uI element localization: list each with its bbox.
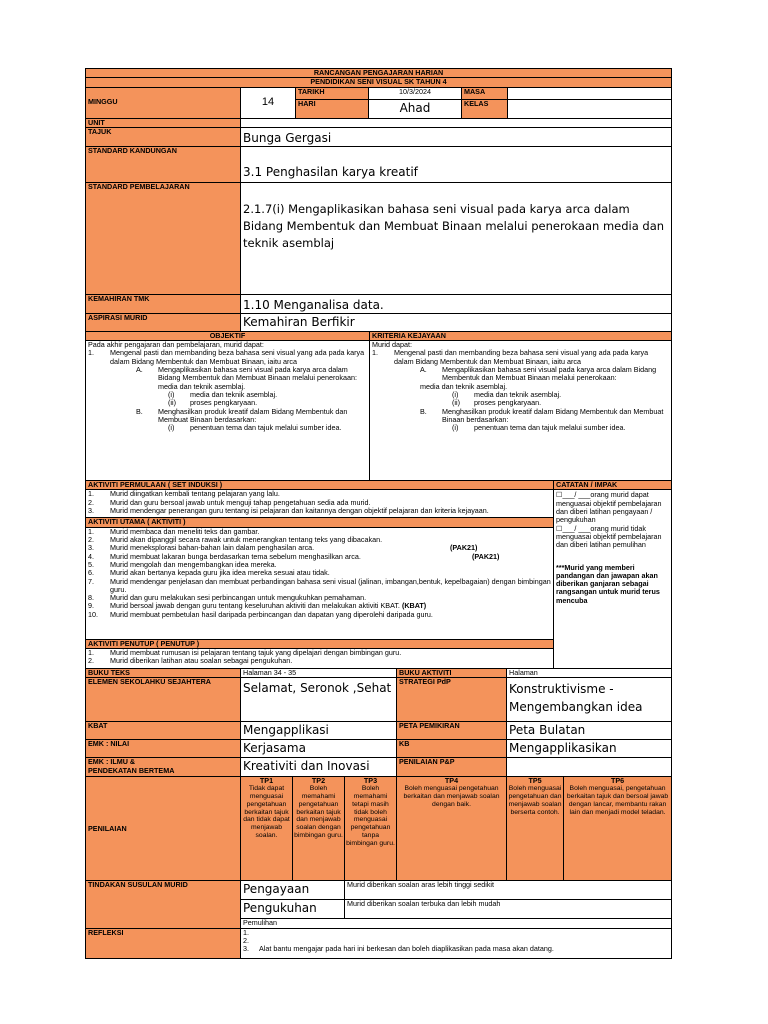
objektif-b-i-num: (i) (168, 423, 175, 433)
tarikh-label: TARIKH (296, 87, 369, 99)
pengayaan-label: Pengayaan (241, 881, 345, 900)
kbat-label: KBAT (86, 722, 241, 740)
utama-item: Murid akan bertanya kepada guru jika idea mereka sesuai atau tidak. (110, 568, 330, 578)
emk-ilmu-value: Kreativiti dan Inovasi (241, 758, 397, 777)
pak21-tag: (PAK21) (450, 543, 478, 553)
permulaan-num: 3. (88, 506, 94, 516)
catatan-heading: CATATAN / IMPAK (554, 481, 672, 490)
title-line-1: RANCANGAN PENGAJARAN HARIAN (86, 69, 672, 78)
utama-num: 10. (88, 609, 98, 619)
catatan-note: ***Murid yang memberi pandangan dan jawapan akan diberikan ganjaran sebagai rangsangan untuk murid terus mencuba (556, 562, 660, 605)
peta-value: Peta Bulatan (507, 722, 672, 740)
tp5-cell (507, 777, 564, 881)
objektif-item: Mengenal pasti dan membanding beza bahasa seni visual yang ada pada karya dalam Bidang Membentuk dan Membuat Binaan, iaitu arca (110, 348, 365, 366)
tp6-heading: TP6 (610, 776, 625, 786)
utama-num: 8. (88, 593, 94, 603)
objektif-b-num: B. (136, 406, 143, 416)
masa-label: MASA (462, 87, 508, 99)
standard-kandungan-label: STANDARD KANDUNGAN (86, 146, 241, 182)
tp6-cell (564, 777, 672, 881)
strategi-value: Konstruktivisme - Mengembangkan idea (507, 678, 672, 722)
pemulihan-label: Pemulihan (241, 919, 672, 928)
strategi-label: STRATEGI PdP (397, 678, 507, 722)
kriteria-b-num: B. (420, 406, 427, 416)
tp4-heading: TP4 (444, 776, 459, 786)
permulaan-num: 1. (88, 489, 94, 499)
utama-num: 1. (88, 527, 94, 536)
bottom-table (85, 668, 672, 959)
permulaan-item: Murid dan guru bersoal jawab untuk menguji tahap pengetahuan sedia ada murid. (110, 497, 371, 507)
objektif-a-num: A. (136, 365, 143, 375)
kriteria-b-i-num: (i) (452, 423, 459, 433)
utama-item: Murid dan guru melakukan sesi perbincangan untuk mengukuhkan pemahaman. (110, 593, 367, 603)
kb-value: Mengapplikasikan (507, 740, 672, 758)
refleksi-body (241, 928, 672, 958)
utama-item: Murid meneksplorasi bahan-bahan lain dalam penghasilan arca. (110, 543, 315, 553)
refleksi-label: REFLEKSI (86, 928, 241, 958)
minggu-value: 14 (241, 87, 296, 118)
objektif-intro: Pada akhir pengajaran dan pembelajaran, murid dapat: (88, 340, 264, 350)
peta-label: PETA PEMIKIRAN (397, 722, 507, 740)
tp6-text: Boleh menguasai, pengetahuan berkaitan tajuk dan bersoal jawab dengan lancar, membantu rakan lain dan menjadi model teladan. (566, 785, 669, 816)
kelas-label: KELAS (462, 99, 508, 118)
tajuk-label: TAJUK (86, 127, 241, 146)
kriteria-body (370, 341, 672, 481)
objektif-a-ii-num: (ii) (168, 398, 176, 408)
kbat-value: Mengapplikasi (241, 722, 397, 740)
tp1-heading: TP1 (259, 776, 274, 786)
tp3-heading: TP3 (363, 776, 378, 786)
utama-item: Murid membaca dan meneliti teks dan gambar. (110, 527, 260, 536)
refleksi-line-3: Alat bantu mengajar pada hari ini berkesan dan boleh diaplikasikan pada masa akan datang. (259, 944, 554, 954)
minggu-label: MINGGU (86, 87, 241, 118)
catatan-tidak-menguasai: ☐___/ ___orang murid tidak menguasai objektif pembelajaran dan diberi latihan pemulihan (556, 523, 662, 550)
kriteria-a-ii: proses pengkaryaan. (474, 398, 542, 408)
objektif-a-i: media dan teknik asemblaj. (190, 389, 278, 399)
tp3-text: Boleh memahami tetapi masih tidak boleh menguasai pengetahuan tanpa bimbingan guru. (346, 785, 395, 847)
refleksi-line-1: 1. (243, 928, 249, 937)
tp3-cell (345, 777, 397, 881)
penilaian-label: PENILAIAN (86, 777, 241, 881)
buku-aktiviti-value: Halaman (507, 669, 672, 678)
standard-pembelajaran-value: 2.1.7(i) Mengaplikasikan bahasa seni visual pada karya arca dalam Bidang Membentuk dan Membuat Binaan melalui penerokaan media dan teknik asemblaj (241, 182, 672, 294)
objektif-table (85, 331, 672, 481)
permulaan-item: Murid diingatkan kembali tentang pelajaran yang lalu. (110, 489, 280, 499)
buku-teks-label: BUKU TEKS (86, 669, 241, 678)
hari-label: HARI (296, 99, 369, 118)
utama-item: Murid mendengar penjelasan dan membuat perbandingan bahasa seni visual (jalinan, imbangan,bentuk, kepelbagaian) dengan bimbingan guru. (110, 576, 551, 594)
objektif-a-ii: proses pengkaryaan. (190, 398, 258, 408)
kriteria-a-num: A. (420, 365, 427, 375)
permulaan-body (86, 490, 554, 518)
kriteria-b-text: Menghasilkan produk kreatif dalam Bidang Membentuk dan Membuat Binaan berdasarkan: (442, 406, 664, 424)
penutup-body (86, 649, 554, 669)
kemahiran-tmk-value: 1.10 Menganalisa data. (241, 294, 672, 313)
catatan-body (554, 490, 672, 669)
tp5-heading: TP5 (528, 776, 542, 786)
utama-item: Murid membuat lakaran bunga berdasarkan tema sebelum menghasilkan arca. (110, 551, 361, 561)
kriteria-item: Mengenal pasti dan membanding beza bahasa seni visual yang ada pada karya dalam Bidang Membentuk dan Membuat Binaan, iaitu arca (394, 348, 649, 366)
kemahiran-tmk-label: KEMAHIRAN TMK (86, 294, 241, 313)
tp4-cell (397, 777, 507, 881)
permulaan-num: 2. (88, 497, 94, 507)
objektif-num: 1. (88, 348, 94, 358)
utama-body (86, 527, 554, 639)
penutup-num: 2. (88, 656, 94, 666)
penutup-item: Murid membuat rumusan isi pelajaran tentang tajuk yang dipelajari dengan bimbingan guru. (110, 648, 402, 658)
tp1-text: Tidak dapat menguasai pengetahuan berkaitan tajuk dan tidak dapat menjawab soalan. (243, 785, 290, 839)
utama-item: Murid membuat pembetulan hasil daripada perbincangan dan dapatan yang diperolehi daripada guru. (110, 609, 433, 619)
aspirasi-murid-label: ASPIRASI MURID (86, 313, 241, 331)
objektif-a-text: Mengaplikasikan bahasa seni visual pada karya arca dalam Bidang Membentuk dan Membuat Binaan melalui penerokaan: (158, 365, 357, 383)
masa-value (508, 87, 672, 99)
penutup-item: Murid diberikan latihan atau soalan sebagai pengukuhan. (110, 656, 293, 666)
emk-ilmu-label-1: EMK : ILMU & (88, 757, 136, 767)
kriteria-intro: Murid dapat: (372, 340, 412, 350)
kriteria-num: 1. (372, 348, 378, 358)
tindakan-label: TINDAKAN SUSULAN MURID (86, 881, 241, 928)
penutup-heading: AKTIVITI PENUTUP ( PENUTUP ) (86, 639, 554, 648)
objektif-b-text: Menghasilkan produk kreatif dalam Bidang Membentuk dan Membuat Binaan berdasarkan: (158, 406, 348, 424)
pak21-tag: (PAK21) (472, 551, 500, 561)
kriteria-a-i-num: (i) (452, 389, 459, 399)
pengayaan-note: Murid diberikan soalan aras lebih tinggi sedikit (345, 881, 672, 900)
tp2-text: Boleh memahami pengetahuan berkaitan tajuk dan menjawab soalan dengan bimbingan guru. (294, 785, 343, 839)
tp1-cell (241, 777, 293, 881)
lesson-plan-sheet (85, 68, 671, 959)
tajuk-value: Bunga Gergasi (241, 127, 672, 146)
kbat-tag: (KBAT) (401, 601, 427, 611)
emk-ilmu-label-2: PENDEKATAN BERTEMA (88, 765, 175, 775)
lesson-plan-table (85, 68, 672, 332)
standard-pembelajaran-label: STANDARD PEMBELAJARAN (86, 182, 241, 294)
kriteria-a-line: media dan teknik asemblaj. (420, 381, 508, 391)
buku-aktiviti-label: BUKU AKTIVITI (397, 669, 507, 678)
utama-item: Murid akan dipanggil secara rawak untuk menerangkan tentang teks yang dibacakan. (110, 535, 383, 545)
title-line-2: PENDIDIKAN SENI VISUAL SK TAHUN 4 (86, 78, 672, 87)
objektif-a-i-num: (i) (168, 389, 175, 399)
aspirasi-murid-value: Kemahiran Berfikir (241, 313, 672, 331)
buku-teks-value: Halaman 34 - 35 (241, 669, 397, 678)
objektif-a-line: media dan teknik asemblaj. (158, 381, 246, 391)
catatan-menguasai: ☐___/ ___orang murid dapat menguasai objektif pembelajaran dan diberi latihan pengayaan / pengukuhan (556, 490, 662, 525)
objektif-heading: OBJEKTIF (86, 331, 370, 340)
tp5-text: Boleh menguasai pengetahuan dan menjawab soalan berserta contoh. (508, 785, 562, 816)
elemen-label: ELEMEN SEKOLAHKU SEJAHTERA (86, 678, 241, 722)
utama-heading: AKTIVITI UTAMA ( AKTIVITI ) (86, 518, 554, 527)
kelas-value (508, 99, 672, 118)
utama-item: Murid bersoal jawab dengan guru tentang keseluruhan aktiviti dan melakukan aktiviti KBAT. (110, 601, 400, 611)
emk-nilai-value: Kerjasama (241, 740, 397, 758)
unit-value (241, 118, 672, 127)
refleksi-num-3: 3. (243, 944, 249, 954)
emk-nilai-label: EMK : NILAI (86, 740, 241, 758)
objektif-b-i: penentuan tema dan tajuk melalui sumber idea. (190, 423, 342, 433)
kriteria-a-text: Mengaplikasikan bahasa seni visual pada karya arca dalam Bidang Membentuk dan Membuat Binaan melalui penerokaan: (442, 365, 657, 383)
hari-value: Ahad (369, 99, 462, 118)
tarikh-value: 10/3/2024 (369, 87, 462, 99)
kriteria-heading: KRITERIA KEJAYAAN (370, 331, 672, 340)
utama-num: 7. (88, 576, 94, 586)
standard-kandungan-value: 3.1 Penghasilan karya kreatif (241, 146, 672, 182)
penutup-num: 1. (88, 648, 94, 658)
utama-num: 3. (88, 543, 94, 553)
refleksi-line-2: 2. (243, 935, 249, 945)
emk-ilmu-label (86, 758, 241, 777)
kriteria-a-i: media dan teknik asemblaj. (474, 389, 562, 399)
permulaan-item: Murid mendengar penerangan guru tentang isi pelajaran dan kaitannya dengan objektif pelajaran dan kriteria kejayaan. (110, 506, 489, 516)
objektif-body (86, 341, 370, 481)
utama-num: 5. (88, 559, 94, 569)
utama-item: Murid mengolah dan mengembangkan idea mereka. (110, 559, 277, 569)
permulaan-heading: AKTIVITI PERMULAAN ( SET INDUKSI ) (86, 481, 554, 490)
pengukuhan-note: Murid diberikan soalan terbuka dan lebih mudah (345, 900, 672, 919)
kriteria-a-ii-num: (ii) (452, 398, 460, 408)
kriteria-b-i: penentuan tema dan tajuk melalui sumber idea. (474, 423, 626, 433)
unit-label: UNIT (86, 118, 241, 127)
kb-label: KB (397, 740, 507, 758)
tp2-cell (293, 777, 345, 881)
pengukuhan-label: Pengukuhan (241, 900, 345, 919)
penilaian-pp-value (507, 758, 672, 777)
utama-num: 2. (88, 535, 94, 545)
elemen-value: Selamat, Seronok ,Sehat (241, 678, 397, 722)
utama-num: 4. (88, 551, 94, 561)
tp4-text: Boleh menguasai pengetahuan berkaitan dan menjawab soalan dengan baik. (403, 785, 500, 808)
tp2-heading: TP2 (311, 776, 326, 786)
utama-num: 9. (88, 601, 94, 611)
penilaian-pp-label: PENILAIAN P&P (397, 758, 507, 777)
utama-num: 6. (88, 568, 94, 578)
aktiviti-table (85, 480, 672, 669)
